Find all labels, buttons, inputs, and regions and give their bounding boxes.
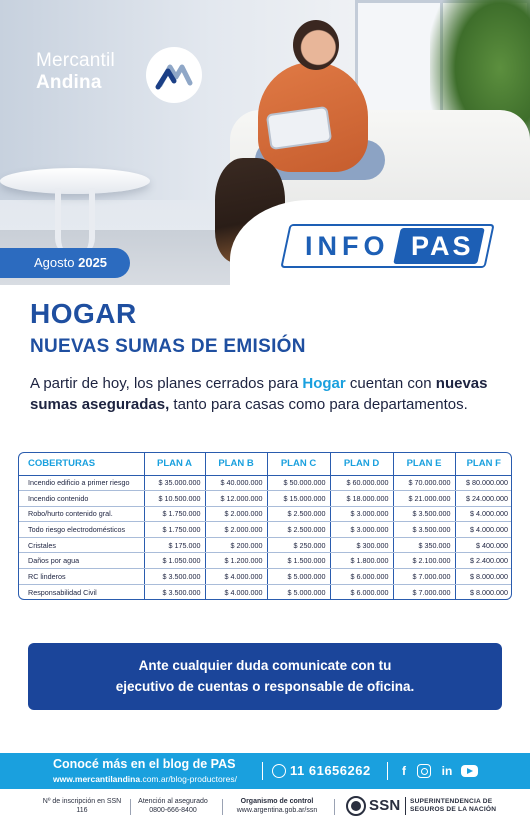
table-cell: $ 5.000.000	[267, 584, 330, 600]
table-cell: $ 5.000.000	[267, 569, 330, 585]
brand-mark-icon	[146, 47, 202, 103]
table-cell: $ 6.000.000	[330, 569, 393, 585]
table-cell: $ 15.000.000	[267, 491, 330, 507]
control-agency-label: Organismo de control	[240, 798, 314, 805]
table-cell: $ 4.000.000	[205, 569, 267, 585]
table-cell: $ 10.500.000	[144, 491, 205, 507]
table-cell: $ 2.100.000	[393, 553, 455, 569]
blog-url-domain: www.mercantilandina	[53, 774, 141, 784]
header-plan-e: PLAN E	[393, 453, 455, 475]
table-cell: $ 1.500.000	[267, 553, 330, 569]
blog-link[interactable]	[53, 774, 237, 784]
control-agency-url[interactable]: www.argentina.gob.ar/ssn	[236, 807, 318, 814]
footer-divider	[262, 762, 263, 780]
table-cell: $ 8.000.000	[455, 569, 512, 585]
table-cell: $ 24.000.000	[455, 491, 512, 507]
table-cell: $ 2.000.000	[205, 522, 267, 538]
header-coberturas: COBERTURAS	[19, 453, 144, 475]
legal-divider	[334, 799, 335, 815]
customer-service-label: Atención al asegurado	[138, 798, 208, 805]
header-plan-c: PLAN C	[267, 453, 330, 475]
header-plan-b: PLAN B	[205, 453, 267, 475]
table-cell: $ 7.000.000	[393, 584, 455, 600]
table-cell: $ 12.000.000	[205, 491, 267, 507]
table-cell: $ 4.000.000	[455, 506, 512, 522]
intro-bold: nuevas sumas aseguradas,	[30, 375, 488, 413]
table-cell: $ 400.000	[455, 537, 512, 553]
contact-callout-line2: ejecutivo de cuentas o responsable de oficina.	[115, 679, 415, 694]
table-cell: Cristales	[19, 537, 144, 553]
table-cell: Daños por agua	[19, 553, 144, 569]
footer-contact-bar	[0, 753, 530, 789]
intro-text-3: tanto para casas como para departamentos.	[169, 396, 468, 413]
ssn-name-line2: SEGUROS DE LA NACIÓN	[410, 806, 497, 813]
table-cell: $ 175.000	[144, 537, 205, 553]
intro-text-2: cuentan con	[345, 375, 436, 392]
table-row	[19, 522, 512, 538]
table-cell: $ 4.000.000	[205, 584, 267, 600]
page-subtitle: NUEVAS SUMAS DE EMISIÓN	[30, 336, 306, 357]
table-header-row	[19, 453, 512, 475]
header-plan-a: PLAN A	[144, 453, 205, 475]
whatsapp-icon[interactable]	[272, 764, 286, 778]
ssn-acronym: SSN	[369, 797, 401, 814]
customer-service-phone[interactable]: 0800-666-8400	[149, 807, 197, 814]
ssn-logo-icon	[346, 796, 366, 816]
table-cell: $ 8.000.000	[455, 584, 512, 600]
ssn-full-name	[410, 798, 510, 814]
table-cell: $ 3.000.000	[330, 522, 393, 538]
table-cell: $ 60.000.000	[330, 475, 393, 491]
table-cell: $ 1.200.000	[205, 553, 267, 569]
issue-month: Agosto	[34, 255, 75, 270]
intro-text-1: A partir de hoy, los planes cerrados para	[30, 375, 303, 392]
table-cell: $ 1.750.000	[144, 506, 205, 522]
customer-service	[128, 797, 218, 815]
table-cell: $ 1.750.000	[144, 522, 205, 538]
issue-year: 2025	[78, 255, 108, 270]
ssn-registration	[32, 797, 132, 815]
facebook-icon[interactable]: f	[402, 764, 406, 778]
table-row	[19, 491, 512, 507]
table-cell: $ 7.000.000	[393, 569, 455, 585]
pas-word: PAS	[411, 231, 474, 261]
table-cell: Todo riesgo electrodomésticos	[19, 522, 144, 538]
table-cell: Robo/hurto contenido gral.	[19, 506, 144, 522]
ssn-registration-label: Nº de inscripción en SSN	[42, 798, 122, 805]
table-cell: $ 6.000.000	[330, 584, 393, 600]
issue-date-badge	[0, 248, 130, 278]
instagram-icon[interactable]	[417, 764, 431, 778]
table-cell: $ 250.000	[267, 537, 330, 553]
blog-title: Conocé más en el blog de PAS	[53, 757, 236, 771]
table-cell: $ 4.000.000	[455, 522, 512, 538]
table-cell: Incendio edificio a primer riesgo	[19, 475, 144, 491]
brand-name-line1: Mercantil	[36, 50, 115, 71]
table-cell: $ 80.000.000	[455, 475, 512, 491]
footer-divider	[387, 762, 388, 780]
table-cell: $ 70.000.000	[393, 475, 455, 491]
table-row	[19, 569, 512, 585]
table-cell: $ 300.000	[330, 537, 393, 553]
control-agency	[222, 797, 332, 815]
contact-callout	[28, 643, 502, 710]
table-cell: $ 2.500.000	[267, 506, 330, 522]
whatsapp-phone[interactable]: 11 61656262	[290, 763, 371, 778]
table-cell: $ 2.500.000	[267, 522, 330, 538]
coverage-table	[18, 452, 512, 600]
table-cell: $ 350.000	[393, 537, 455, 553]
table-cell: $ 3.500.000	[393, 506, 455, 522]
table-row	[19, 584, 512, 600]
blog-url-path: .com.ar/blog-productores/	[140, 774, 237, 784]
table-cell: $ 35.000.000	[144, 475, 205, 491]
table-row	[19, 553, 512, 569]
ssn-name-line1: SUPERINTENDENCIA DE	[410, 798, 493, 805]
table-cell: Incendio contenido	[19, 491, 144, 507]
info-word: INFO	[305, 231, 390, 261]
header-plan-d: PLAN D	[330, 453, 393, 475]
intro-paragraph	[30, 373, 510, 415]
table-cell: RC linderos	[19, 569, 144, 585]
page-title: HOGAR	[30, 298, 137, 329]
table-cell: $ 2.000.000	[205, 506, 267, 522]
coverage-table-grid	[19, 453, 512, 600]
table-row	[19, 506, 512, 522]
intro-highlight: Hogar	[302, 375, 346, 392]
ssn-divider	[405, 797, 406, 815]
table-cell: $ 3.500.000	[393, 522, 455, 538]
table-cell: $ 50.000.000	[267, 475, 330, 491]
table-cell: $ 3.500.000	[144, 584, 205, 600]
brand-name-line2: Andina	[36, 72, 102, 93]
table-cell: $ 1.800.000	[330, 553, 393, 569]
table-cell: $ 21.000.000	[393, 491, 455, 507]
info-pas-badge	[285, 224, 490, 268]
table-cell: $ 3.500.000	[144, 569, 205, 585]
ssn-registration-number: 116	[76, 807, 88, 814]
table-cell: $ 3.000.000	[330, 506, 393, 522]
youtube-icon[interactable]	[461, 765, 478, 777]
brand-name	[36, 50, 115, 94]
table-cell: $ 18.000.000	[330, 491, 393, 507]
contact-callout-line1: Ante cualquier duda comunicate con tu	[138, 658, 392, 673]
hero-person-head	[293, 20, 339, 70]
table-row	[19, 475, 512, 491]
table-cell: $ 2.400.000	[455, 553, 512, 569]
table-row	[19, 537, 512, 553]
brand-logo[interactable]	[36, 50, 216, 110]
linkedin-icon[interactable]: in	[441, 764, 453, 778]
table-cell: $ 1.050.000	[144, 553, 205, 569]
table-cell: $ 200.000	[205, 537, 267, 553]
table-cell: Responsabilidad Civil	[28, 587, 97, 597]
table-cell: $ 40.000.000	[205, 475, 267, 491]
header-plan-f: PLAN F	[455, 453, 512, 475]
